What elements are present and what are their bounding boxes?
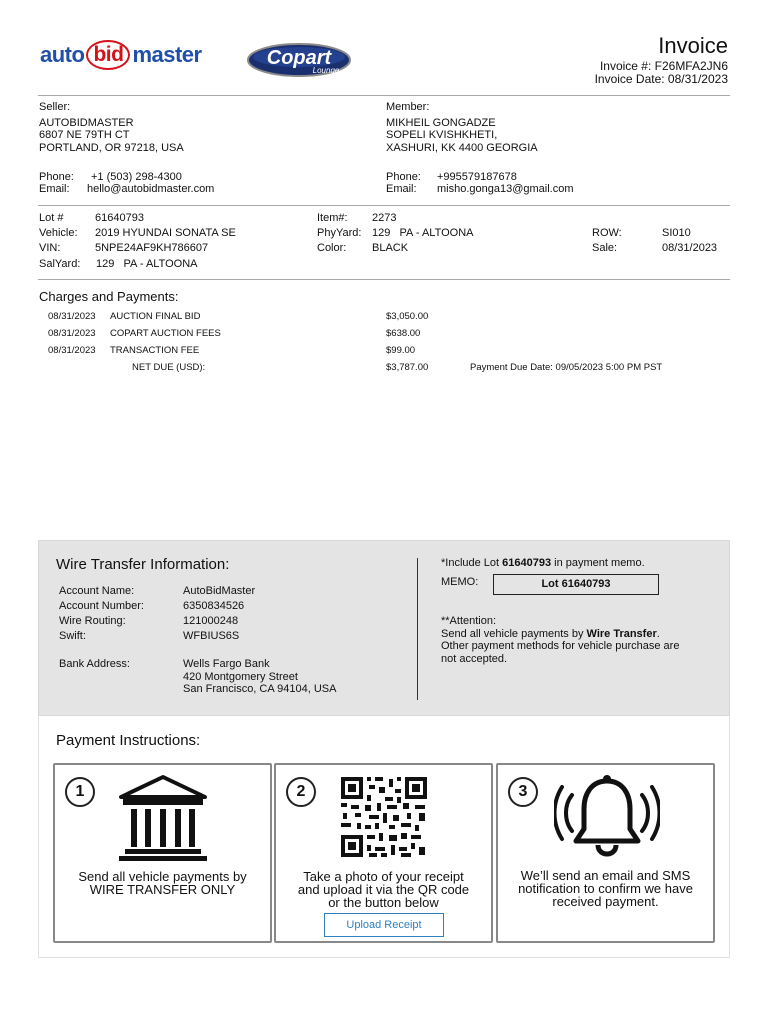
attention-note bbox=[441, 615, 679, 665]
vehicle-label: Vehicle: bbox=[39, 227, 78, 239]
attention-bold: Wire Transfer bbox=[586, 627, 657, 640]
bell-icon bbox=[554, 773, 660, 866]
phyyard-label: PhyYard: bbox=[317, 227, 362, 239]
account-number-label: Account Number: bbox=[59, 600, 144, 612]
copart-lounge-logo bbox=[246, 42, 352, 78]
instruction-card-2 bbox=[274, 763, 493, 943]
charge-amount: $99.00 bbox=[386, 345, 416, 356]
upload-receipt-button[interactable]: Upload Receipt bbox=[324, 913, 444, 937]
step-3-line2: notification to confirm we have bbox=[518, 881, 693, 896]
row-value: SI010 bbox=[662, 227, 691, 239]
invoice-title: Invoice bbox=[658, 33, 728, 58]
wire-labels bbox=[59, 584, 144, 644]
step-3-line1: We’ll send an email and SMS bbox=[520, 868, 691, 883]
attention-line2: Other payment methods for vehicle purchase are bbox=[441, 640, 680, 652]
charges-descriptions bbox=[110, 308, 221, 359]
member-email-label: Email: bbox=[386, 183, 417, 195]
member-block bbox=[386, 101, 538, 154]
seller-email-label: Email: bbox=[39, 183, 70, 195]
net-due-amount: $3,787.00 bbox=[386, 362, 429, 373]
memo-label: MEMO: bbox=[441, 576, 479, 588]
vehicle-value: 2019 HYUNDAI SONATA SE bbox=[95, 227, 236, 239]
bank-address-line: Wells Fargo Bank bbox=[183, 658, 270, 670]
seller-phone: +1 (503) 298-4300 bbox=[91, 171, 182, 183]
include-lot-post: in payment memo. bbox=[551, 557, 645, 569]
divider bbox=[38, 205, 730, 206]
sale-label: Sale: bbox=[592, 242, 618, 254]
charges-amounts bbox=[386, 308, 428, 359]
step-1-line2: WIRE TRANSFER ONLY bbox=[89, 882, 236, 897]
include-lot-pre: *Include Lot bbox=[441, 557, 503, 569]
step-2-line1: Take a photo of your receipt bbox=[303, 869, 464, 884]
charge-date: 08/31/2023 bbox=[48, 328, 96, 339]
divider bbox=[38, 95, 730, 96]
invoice-date: Invoice Date: 08/31/2023 bbox=[594, 72, 728, 86]
color-label: Color: bbox=[317, 242, 347, 254]
charge-amount: $3,050.00 bbox=[386, 311, 429, 322]
wire-routing-value: 121000248 bbox=[183, 615, 239, 627]
autobidmaster-logo bbox=[40, 40, 202, 70]
net-due-label: NET DUE (USD): bbox=[132, 362, 206, 373]
seller-phone-label: Phone: bbox=[39, 171, 74, 183]
member-address2: XASHURI, KK 4400 GEORGIA bbox=[386, 141, 538, 154]
include-lot-note bbox=[441, 557, 645, 569]
salyard-value: 129 PA - ALTOONA bbox=[96, 258, 198, 270]
seller-address2: PORTLAND, OR 97218, USA bbox=[39, 141, 184, 154]
account-name-label: Account Name: bbox=[59, 585, 135, 597]
bank-address-line: 420 Montgomery Street bbox=[183, 670, 298, 683]
vin-label: VIN: bbox=[39, 242, 61, 254]
member-address1: SOPELI KVISHKHETI, bbox=[386, 129, 498, 141]
attention-post: . bbox=[656, 627, 660, 640]
attention-line3: not accepted. bbox=[441, 652, 508, 665]
invoice-meta bbox=[595, 60, 728, 86]
qr-code-icon[interactable] bbox=[339, 775, 429, 862]
charge-date: 08/31/2023 bbox=[48, 345, 96, 356]
invoice-number: Invoice #: F26MFA2JN6 bbox=[599, 59, 728, 73]
attention-line1 bbox=[441, 628, 679, 641]
seller-label: Seller: bbox=[39, 101, 71, 113]
item-label: Item#: bbox=[317, 212, 348, 224]
lot-label: Lot # bbox=[39, 212, 64, 224]
divider bbox=[38, 279, 730, 280]
payment-due-date: Payment Due Date: 09/05/2023 5:00 PM PST bbox=[470, 362, 663, 373]
account-name-value: AutoBidMaster bbox=[183, 585, 256, 597]
bank-address bbox=[183, 658, 336, 696]
charges-title: Charges and Payments: bbox=[39, 289, 179, 304]
bank-address-label: Bank Address: bbox=[59, 658, 130, 670]
copart-logo-subtext: Lounge bbox=[312, 66, 340, 75]
payment-instructions-title: Payment Instructions: bbox=[56, 732, 201, 749]
step-2-line3: or the button below bbox=[328, 895, 439, 910]
attention-label: **Attention: bbox=[441, 615, 497, 627]
seller-address1: 6807 NE 79TH CT bbox=[39, 129, 130, 141]
logo-text-master: master bbox=[132, 42, 202, 67]
logo-text-auto: auto bbox=[40, 42, 85, 67]
sale-value: 08/31/2023 bbox=[662, 242, 718, 254]
wire-routing-label: Wire Routing: bbox=[59, 615, 126, 627]
row-label: ROW: bbox=[592, 227, 622, 239]
swift-label: Swift: bbox=[59, 630, 86, 642]
lot-value: 61640793 bbox=[95, 212, 144, 224]
salyard-label: SalYard: bbox=[39, 258, 81, 270]
phyyard-value: 129 PA - ALTOONA bbox=[372, 227, 474, 239]
charges-dates bbox=[48, 308, 96, 359]
include-lot-number: 61640793 bbox=[502, 557, 552, 569]
seller-email: hello@autobidmaster.com bbox=[87, 183, 215, 195]
logo-text-bid: bid bbox=[86, 40, 130, 70]
step-number: 3 bbox=[508, 777, 538, 807]
wire-values bbox=[183, 584, 255, 644]
member-phone: +995579187678 bbox=[437, 171, 517, 183]
seller-block bbox=[39, 101, 184, 154]
step-number: 2 bbox=[286, 777, 316, 807]
bank-icon bbox=[115, 773, 211, 866]
copart-logo-text: Copart bbox=[266, 47, 332, 69]
swift-value: WFBIUS6S bbox=[183, 630, 240, 642]
memo-value-box: Lot 61640793 bbox=[493, 574, 659, 595]
step-3-line3: received payment. bbox=[552, 894, 659, 909]
member-email: misho.gonga13@gmail.com bbox=[437, 183, 574, 195]
color-value: BLACK bbox=[372, 242, 409, 254]
charge-date: 08/31/2023 bbox=[48, 311, 96, 322]
attention-pre: Send all vehicle payments by bbox=[441, 627, 587, 640]
step-2-line2: and upload it via the QR code bbox=[297, 882, 470, 897]
bank-address-line: San Francisco, CA 94104, USA bbox=[183, 683, 337, 695]
instruction-card-3 bbox=[496, 763, 715, 943]
instruction-card-1 bbox=[53, 763, 272, 943]
member-phone-label: Phone: bbox=[386, 171, 421, 183]
charge-description: TRANSACTION FEE bbox=[110, 345, 200, 356]
account-number-value: 6350834526 bbox=[183, 600, 245, 612]
vin-value: 5NPE24AF9KH786607 bbox=[95, 242, 209, 254]
wire-title: Wire Transfer Information: bbox=[56, 556, 230, 573]
seller-name: AUTOBIDMASTER bbox=[39, 116, 134, 129]
charge-amount: $638.00 bbox=[386, 328, 421, 339]
wire-divider bbox=[417, 558, 418, 700]
step-1-line1: Send all vehicle payments by bbox=[78, 869, 247, 884]
charge-description: COPART AUCTION FEES bbox=[110, 328, 221, 339]
member-label: Member: bbox=[386, 101, 430, 113]
charge-description: AUCTION FINAL BID bbox=[110, 311, 201, 322]
step-number: 1 bbox=[65, 777, 95, 807]
member-name: MIKHEIL GONGADZE bbox=[386, 116, 496, 129]
item-value: 2273 bbox=[372, 212, 397, 224]
